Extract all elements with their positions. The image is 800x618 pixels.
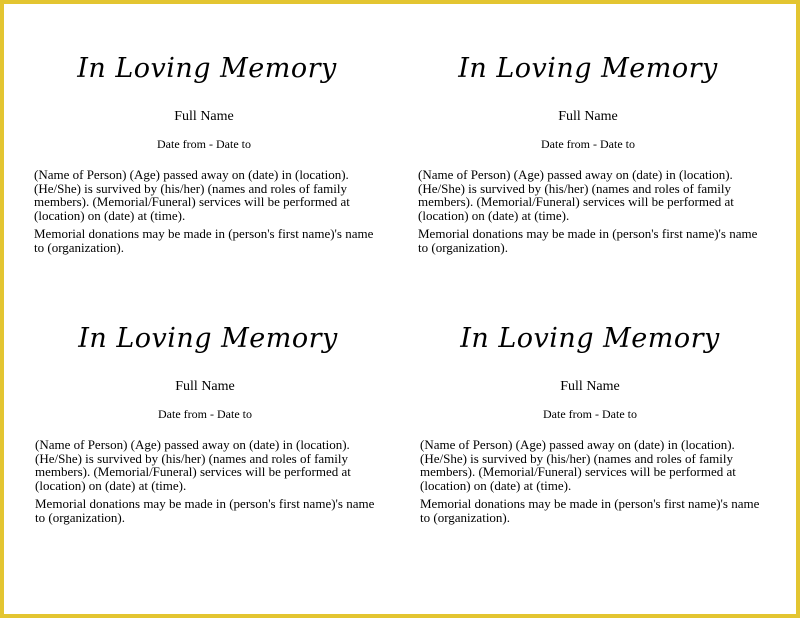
full-name: Full Name: [174, 109, 234, 124]
memorial-card-top-left: [34, 52, 374, 312]
full-name: Full Name: [175, 379, 235, 394]
obituary-paragraph: (Name of Person) (Age) passed away on (date) in (location). (He/She) is survived by (his/her) (names and roles of family members). (Memorial/Funeral) services will be performed at (location) on (date) at (time).: [418, 167, 734, 223]
card-title: In Loving Memory: [78, 323, 338, 354]
obituary-text: [35, 438, 375, 529]
memorial-card-top-right: [418, 52, 758, 312]
card-title: In Loving Memory: [77, 53, 337, 84]
obituary-text: [34, 168, 374, 259]
memorial-card-bottom-left: [35, 322, 375, 582]
obituary-text: [418, 168, 758, 259]
full-name: Full Name: [558, 109, 618, 124]
obituary-paragraph: (Name of Person) (Age) passed away on (date) in (location). (He/She) is survived by (his/her) (names and roles of family members). (Memorial/Funeral) services will be performed at (location) on (date) at (time).: [35, 437, 351, 493]
donation-paragraph: Memorial donations may be made in (person's first name)'s name to (organization).: [34, 226, 374, 255]
donation-paragraph: Memorial donations may be made in (person's first name)'s name to (organization).: [418, 226, 758, 255]
card-title: In Loving Memory: [460, 323, 720, 354]
full-name: Full Name: [560, 379, 620, 394]
date-range: Date from - Date to: [157, 137, 251, 151]
memorial-card-bottom-right: [420, 322, 760, 582]
date-range: Date from - Date to: [541, 137, 635, 151]
obituary-paragraph: (Name of Person) (Age) passed away on (date) in (location). (He/She) is survived by (his/her) (names and roles of family members). (Memorial/Funeral) services will be performed at (location) on (date) at (time).: [420, 437, 736, 493]
obituary-text: [420, 438, 760, 529]
card-title: In Loving Memory: [458, 53, 718, 84]
donation-paragraph: Memorial donations may be made in (person's first name)'s name to (organization).: [420, 496, 760, 525]
date-range: Date from - Date to: [158, 407, 252, 421]
obituary-paragraph: (Name of Person) (Age) passed away on (date) in (location). (He/She) is survived by (his/her) (names and roles of family members). (Memorial/Funeral) services will be performed at (location) on (date) at (time).: [34, 167, 350, 223]
date-range: Date from - Date to: [543, 407, 637, 421]
donation-paragraph: Memorial donations may be made in (person's first name)'s name to (organization).: [35, 496, 375, 525]
